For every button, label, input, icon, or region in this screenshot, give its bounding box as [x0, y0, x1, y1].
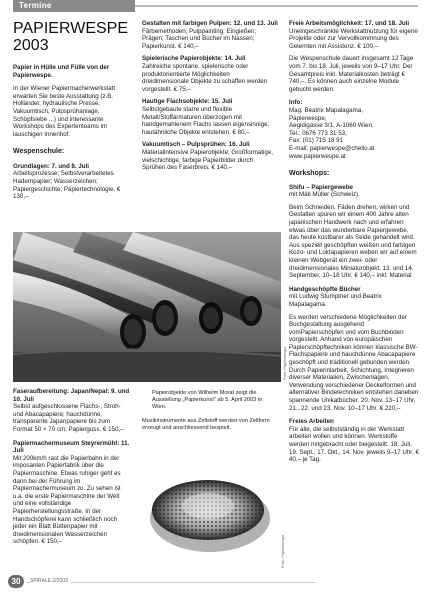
photo-caption-1: Papierobjekte von Wilhelm Morat zeigt die Ausstellung „Papierkunst" ab 5. April 2003 in Wien. — [152, 390, 263, 410]
school-heading: Wespenschule: — [13, 148, 65, 156]
books-heading: Handgeschöpfte Bücher — [289, 285, 361, 293]
free-work-heading: Freie Arbeitsmöglichkeit: 17. und 18. Juli — [289, 20, 410, 27]
paper-objects-illustration — [13, 232, 281, 382]
page-number: 30 — [8, 575, 24, 588]
info-line: Fax: (01) 715 18 91 — [289, 137, 344, 145]
play-heading: Spielerische Papierobjekte: 14. Juli — [142, 55, 246, 63]
books-text: Es werden verschiedene Möglichkeiten der Buchgestaltung ausgehend vomPapierschöpfen und vom Buchbinden vorgestellt. Anhand von europäischen Papierschöpftechniken können klassische BW-Flachspapiere und hauchdünne Abacapapiere geschöpft und traditionell gebunden werden. Durch Papierinlarbeit, Schichtung, Integrieren diverser Materialien, Zwischenlagen, Verwendung verschiedener Deckelformen und alternativer Bindetechniken entstehen daneben spannende Unikatbücher. 20. Nov. 13–17 Uhr, 21., 22. und 23. Nov. 10–17 Uhr. € 220,– — [289, 313, 419, 412]
article-intro: In der Wiener Papiermacherwerkstatt erwarten Sie beste Ausstattung (z.B. Holländer, hydraulische Presse, Vakuumtisch, Pulpsprühanlage, Schöpfsiebe ...) und interessante Workshops des Expertenteams im lauschigen Innenhof. — [13, 85, 116, 138]
photo-credit-1: Foto: Papierwespe — [282, 346, 287, 380]
museum-text: Mit 200km/h rast die Papierbahn in der imposanten Papierfabrik über die Papiermaschine. Etwas ruhiger geht es dann bei der Führung im Papiermachermuseum zu. Zu sehen ist u.a. die erste Papiermaschine der Welt und eine vollständige Papierherstellungsstraße. In der Handschöpferei kann schließlich noch jeder ein Blatt Büttenpapier mit dreidimensionalen Wasserzeichen schöpfen. € 150,– — [13, 454, 121, 546]
footer-text: SPIRALE 2/2003 — [30, 578, 71, 584]
info-website[interactable]: www.papierwespe.at — [289, 152, 346, 160]
duration-text: Die Wespenschule dauert insgesamt 12 Tage vom 7. bis 18. Juli, jeweils von 9–17 Uhr. Der Gesamtpreis inkl. Materialkosten beträgt € 740,–. Es können auch einzelne Module gebucht werden. — [289, 55, 414, 93]
basics-heading: Grundlagen: 7. und 8. Juli — [13, 162, 89, 170]
column-3 — [289, 20, 419, 464]
column-2-top — [142, 20, 278, 172]
free-work-text: Uneingeschränkte Werkstattnutzung für eigene Projekte oder zur Vervollkommnung des Gelernten mit Assistenz. € 100,– — [289, 27, 418, 50]
fiber-text: Selbst aufgeschlossene Flachs-, Stroh- und Abacapapiere; hauchdünne, transparente Japanpapiere bis zum Format 50 × 70 cm; Papierguss. € 150,– — [13, 403, 124, 433]
vacuum-heading: Vakuumtisch – Pulpsprühen: 16. Juli — [142, 141, 250, 149]
shifu-subtitle: mit Mäti Müller (Schweiz). — [289, 191, 360, 199]
instruments-illustration — [142, 440, 278, 570]
photo-caption-2: Musikinstrumente aus Zellstoff werden von Zellform erzeugt und anschliessend bespielt. — [142, 418, 270, 431]
info-block — [289, 107, 419, 160]
info-email[interactable]: E-mail: papierwespe@chello.at — [289, 144, 375, 152]
workshops-heading: Workshops: — [289, 170, 330, 178]
free-arbeiten-text: Für alle, die selbstständig in der Werkstatt arbeiten wollen und können. Werkstoffe werden mitgebracht oder beigestellt. 18. Juli, 19. Sept., 17. Okt., 14. Nov. jeweils 9–17 Uhr. € 40,– je Tag. — [289, 425, 419, 464]
column-1-bottom — [13, 388, 131, 546]
page-footer — [8, 575, 308, 589]
flat-heading: Hautige Flachsobjekte: 15. Juli — [142, 98, 233, 106]
info-line: Tel.: 0676 773 31 53, — [289, 129, 347, 137]
free-arbeiten-heading: Freies Arbeiten — [289, 418, 334, 426]
shifu-text: Beim Schneiden, Fäden drehen, wirken und Gestalten spüren wir einem 400 Jahre alten japanischen Handwerk nach und erfahren etwas über das wunderbare Papiergewebe, das heute kostbarer als Seide gehandelt wird. Aus speziell geschöpften weißen und farbigen Kozo- und Loktapapieren weben wir auf einem kleinen Webgerät ein zwei- oder dreidimensionales Miniaturobjekt. 13. und 14. September, 10–18 Uhr. € 140,– inkl. Material — [289, 203, 417, 280]
article-title: PAPIERWESPE 2003 — [13, 20, 128, 54]
books-subtitle: mit Ludwig Stumptner und Beatrix Mapalagama. — [289, 293, 382, 308]
fiber-heading: Faseraufbereitung: Japan/Nepal: 9. und 10. Juli — [13, 388, 130, 403]
basics-text: Arbeitsprozesse; Selbstverarbeitetes Hadernpapier; Wasserzeichen; Papiergeschichte; Papiertechnologie. € 130,– — [13, 170, 121, 201]
flat-text: Selbstgebaute starre und flexible Metall/Stoffarmaturen überzogen mit handgemahlenem Flachs lassen eigensinnige, hautähnliche Objekte entstehen. € 80,– — [142, 105, 270, 136]
vacuum-text: Materialintensive Papierobjekte; Großformatige, vielschichtige, farbige Papierbilder durch Sprühen des Faserbreis. € 140,– — [142, 148, 274, 172]
info-heading: Info: — [289, 99, 303, 107]
info-line: Mag. Beatrix Mapalagama, — [289, 106, 363, 114]
pulp-text: Färbemethoden; Pulppainting: Eingießen; Prägen; Taschen und Bücher im Nassen; Papierkunst. € 140,– — [142, 27, 257, 50]
photo-credit-2: Foto: Papierwespe — [280, 534, 285, 568]
pulp-heading: Gestalten mit farbigen Pulpen: 12. und 13. Juli — [142, 20, 278, 27]
column-1-top — [13, 20, 131, 201]
info-line: Papierwespe, — [289, 114, 327, 122]
museum-heading: Papiermachermuseum Steyrermühl: 11. Juli — [13, 439, 130, 455]
section-tab-label: Termine — [19, 1, 52, 10]
article-subtitle: Papier in Hülle und Fülle von der Papierwespe. — [13, 64, 110, 79]
section-tab — [13, 0, 135, 12]
shifu-heading: Shifu – Papiergewebe — [289, 183, 353, 191]
info-line: Aegidigasse 3/1, A-1060 Wien. — [289, 122, 374, 130]
paper-objects-photo — [13, 232, 281, 382]
header-rule — [135, 5, 418, 7]
play-text: Zahlreiche spontane, spielerische oder produktorientierte Möglichkeiten dreidimensionale Objekte zu schaffen werden vorgestellt. € 75,– — [142, 62, 268, 93]
instruments-photo — [142, 440, 278, 570]
